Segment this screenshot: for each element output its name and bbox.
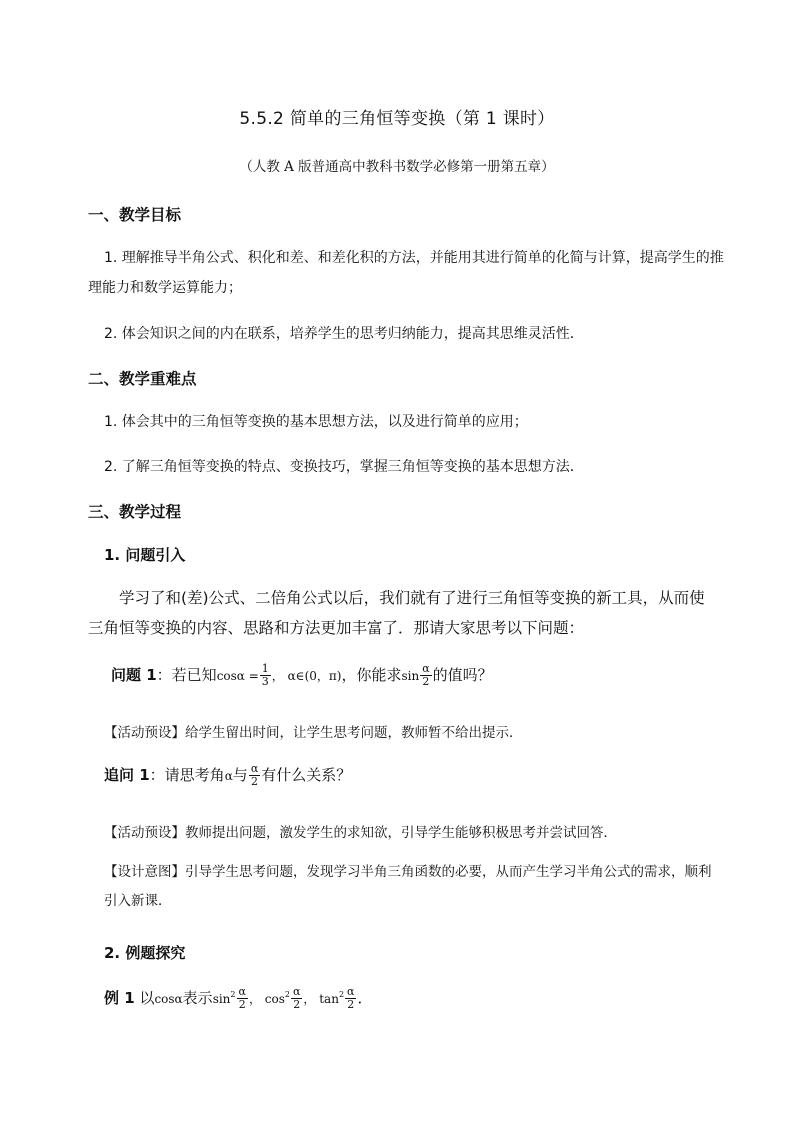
activity-note-2: 【活动预设】教师提出问题，激发学生的求知欲，引导学生能够积极思考并尝试回答． <box>104 825 617 841</box>
example-1-math-cos: cosα <box>154 992 183 1006</box>
example-1-fraction-cos: $\frac{\alpha}{2}$ <box>292 985 301 1011</box>
example-1-label: 例 1 <box>104 989 135 1007</box>
example-1-fraction-sin: $\frac{\alpha}{2}$ <box>238 985 246 1011</box>
section-heading-key-points: 二、教学重难点 <box>88 370 197 388</box>
example-1 <box>104 986 372 1011</box>
key-point-item-1: 1. 体会其中的三角恒等变换的基本思想方法，以及进行简单的应用； <box>104 414 528 430</box>
follow-up-math-alpha: α <box>224 769 233 783</box>
question-1-fraction-half-alpha: $\frac{\alpha}{2}$ <box>422 662 430 688</box>
objective-item-1: 1. 理解推导半角公式、积化和差、和差化积的方法，并能用其进行简单的化简与计算，提高学生的推 <box>104 250 724 266</box>
subsection-heading-intro: 1. 问题引入 <box>104 546 186 564</box>
question-1-text-c: 的值吗？ <box>432 666 493 684</box>
example-1-fraction-tan: $\frac{\alpha}{2}$ <box>347 985 355 1011</box>
follow-up-question-1 <box>104 763 351 788</box>
question-1-math-interval: ， α∈(0，π) <box>271 669 342 683</box>
section-heading-objectives: 一、教学目标 <box>88 206 182 224</box>
objective-item-2: 2. 体会知识之间的内在联系，培养学生的思考归纳能力，提高其思维灵活性． <box>104 326 584 342</box>
question-1-fraction-one-third: $\frac{1}{3}$ <box>261 662 269 688</box>
question-1-math-cos: cosα = <box>216 669 259 683</box>
page-subtitle: （人教 A 版普通高中教科书数学必修第一册第五章） <box>239 159 555 175</box>
subsection-heading-examples: 2. 例题探究 <box>104 944 186 962</box>
page-title: 5.5.2 简单的三角恒等变换（第 1 课时） <box>239 109 555 129</box>
key-point-item-2: 2. 了解三角恒等变换的特点、变换技巧，掌握三角恒等变换的基本思想方法． <box>104 459 584 475</box>
question-1-math-sin: sin <box>401 669 420 683</box>
activity-note-1: 【活动预设】给学生留出时间，让学生思考问题，教师暂不给出提示． <box>104 725 523 741</box>
follow-up-text-b: 与 <box>232 766 248 784</box>
follow-up-fraction-half-alpha: $\frac{\alpha}{2}$ <box>250 762 259 788</box>
question-1 <box>111 663 493 688</box>
example-1-text-b: 表示 <box>182 989 213 1007</box>
follow-up-label: 追问 1 <box>104 766 150 784</box>
question-1-label: 问题 1 <box>111 666 157 684</box>
example-1-end: ． <box>357 989 373 1007</box>
example-1-text-a: 以 <box>134 989 155 1007</box>
intro-paragraph: 学习了和(差)公式、二倍角公式以后，我们就有了进行三角恒等变换的新工具，从而使三角恒等变换的内容、思路和方法更加丰富了．那请大家思考以下问题： <box>88 589 705 637</box>
example-1-math-sin: sin <box>212 992 231 1006</box>
example-1-math-cos2: ， cos <box>248 992 285 1006</box>
example-1-math-tan: ， tan <box>303 992 339 1006</box>
example-1-tan-square: 2 <box>338 990 345 999</box>
follow-up-text-c: 有什么关系？ <box>261 766 352 784</box>
example-1-cos-square: 2 <box>284 990 290 999</box>
question-1-text-a: ：若已知 <box>156 666 217 684</box>
design-intent-note: 【设计意图】引导学生思考问题，发现学习半角三角函数的必要，从而产生学习半角公式的需求，顺利引入新课． <box>104 864 712 909</box>
follow-up-text-a: ：请思考角 <box>149 766 225 784</box>
example-1-sin-square: 2 <box>230 990 236 999</box>
section-heading-process: 三、教学过程 <box>88 503 182 521</box>
objective-item-1-continued: 理能力和数学运算能力； <box>88 280 242 296</box>
question-1-text-b: ，你能求 <box>341 666 402 684</box>
